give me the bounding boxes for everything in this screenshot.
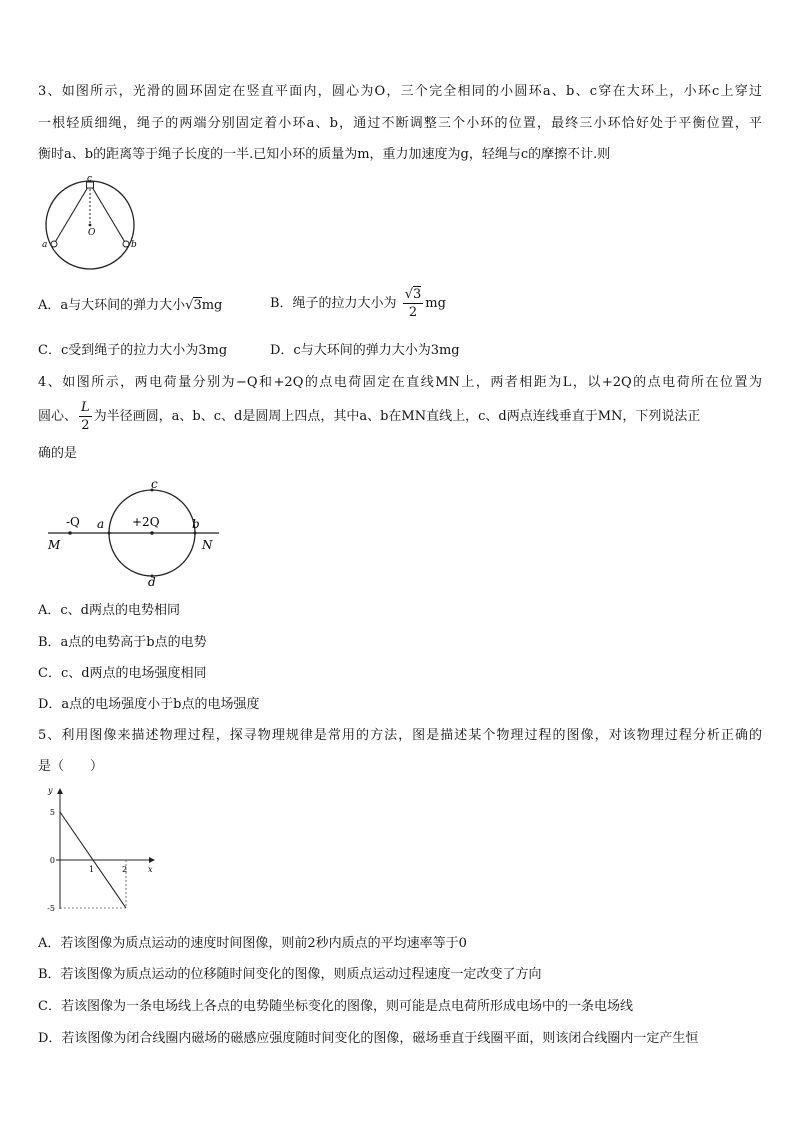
- charge-pos-2q: [150, 531, 154, 535]
- q5-option-c[interactable]: C．若该图像为一条电场线上各点的电势随坐标变化的图像，则可能是点电荷所形成电场中的一条电场线: [38, 999, 633, 1014]
- x-axis-label: x: [148, 865, 153, 874]
- fraction-denominator: 2: [81, 418, 90, 433]
- q3-option-b[interactable]: [270, 286, 446, 321]
- label-pos-2q: +2Q: [132, 515, 160, 529]
- label-b: b: [192, 517, 200, 531]
- label-o: O: [88, 228, 96, 238]
- q4-option-b[interactable]: B．a点的电势高于b点的电势: [38, 635, 207, 650]
- q3-stem-line-3: 衡时a、b的距离等于绳子长度的一半.已知小环的质量为m，重力加速度为g，轻绳与c的摩擦不计.则: [38, 147, 611, 162]
- point-a: [108, 532, 111, 535]
- point-b: [194, 532, 197, 535]
- q3-option-b-text: B．绳子的拉力大小为: [270, 296, 397, 311]
- label-d: d: [148, 575, 156, 588]
- y-tick-label: 5: [49, 808, 55, 817]
- y-tick-label: -5: [47, 904, 55, 913]
- ring-a: [51, 241, 57, 247]
- y-axis-label: y: [48, 786, 53, 795]
- fraction-denominator: 2: [408, 305, 418, 320]
- q3-option-b-unit: mg: [425, 296, 446, 311]
- label-neg-q: -Q: [66, 515, 80, 529]
- center-o: [89, 224, 92, 227]
- fraction-sqrt3-over-2: [403, 286, 424, 321]
- label-n: N: [202, 538, 213, 552]
- q3-ring-figure: [40, 175, 140, 275]
- q4-option-d[interactable]: D．a点的电场强度小于b点的电场强度: [38, 697, 260, 712]
- label-a: a: [97, 517, 105, 531]
- q3-option-a-text: A．a与大环间的弹力大小: [38, 298, 186, 313]
- sqrt-radicand: 3: [193, 298, 202, 313]
- q4-option-c[interactable]: C．c、d两点的电场强度相同: [38, 666, 207, 681]
- q4-stem-line-3: 确的是: [38, 446, 78, 461]
- q4-stem-line-2-text: 为半径画圆，a、b、c、d是圆周上四点，其中a、b在MN直线上，c、d两点连线垂直于MN，下列说法正: [93, 409, 701, 424]
- fraction-l-over-2: [79, 399, 92, 434]
- label-c: c: [87, 175, 93, 184]
- sqrt-sign: √: [185, 298, 194, 313]
- q5-option-d[interactable]: D．若该图像为闭合线圈内磁场的磁感应强度随时间变化的图像，磁场垂直于线圈平面，则该闭合线圈内一定产生恒: [38, 1031, 699, 1046]
- y-tick-label: 0: [49, 856, 55, 865]
- label-c: c: [151, 478, 158, 491]
- q5-line-graph: [40, 783, 170, 923]
- sqrt-radicand: 3: [413, 287, 422, 302]
- q4-charge-figure: [44, 478, 224, 588]
- q5-option-a[interactable]: A．若该图像为质点运动的速度时间图像，则前2秒内质点的平均速率等于0: [38, 936, 467, 951]
- q5-stem-line-2: 是（ ）: [38, 759, 104, 774]
- charge-neg-q: [68, 531, 72, 535]
- q4-stem-line-1: 4、如图所示，两电荷量分别为−Q和+2Q的点电荷固定在直线MN上，两者相距为L，以+2Q的点电荷所在位置为: [38, 375, 762, 390]
- chart-axes: [47, 786, 154, 913]
- q4-stem-line-2: [38, 399, 762, 437]
- ring-b: [123, 241, 129, 247]
- rope-left: [54, 187, 88, 244]
- label-b: b: [131, 240, 137, 250]
- label-m: M: [48, 538, 61, 552]
- q3-option-c[interactable]: C．c受到绳子的拉力大小为3mg: [38, 343, 228, 358]
- q3-option-a[interactable]: [38, 297, 222, 315]
- x-tick-label: 2: [122, 865, 128, 874]
- label-a: a: [42, 240, 48, 250]
- x-tick-label: 1: [89, 865, 95, 874]
- q4-stem-line-2-prefix: 圆心、: [38, 409, 78, 424]
- q3-stem-line-1: 3、如图所示，光滑的圆环固定在竖直平面内，圆心为O，三个完全相同的小圆环a、b、c穿在大环上，小环c上穿过: [38, 84, 762, 99]
- q5-option-b[interactable]: B．若该图像为质点运动的位移随时间变化的图像，则质点运动过程速度一定改变了方向: [38, 967, 542, 982]
- q3-option-a-unit: mg: [201, 298, 223, 313]
- q5-stem-line-1: 5、利用图像来描述物理过程，探寻物理规律是常用的方法，图是描述某个物理过程的图像，对该物理过程分析正确的: [38, 728, 762, 743]
- q3-stem-line-2: 一根轻质细绳，绳子的两端分别固定着小环a、b，通过不断调整三个小环的位置，最终三小环恰好处于平衡位置，平: [38, 116, 762, 131]
- fraction-numerator: L: [81, 400, 90, 415]
- q4-option-a[interactable]: A．c、d两点的电势相同: [38, 603, 180, 618]
- rope-right: [92, 187, 126, 244]
- q3-option-d[interactable]: D．c与大环间的弹力大小为3mg: [270, 343, 460, 358]
- sqrt-sign: √: [404, 287, 413, 302]
